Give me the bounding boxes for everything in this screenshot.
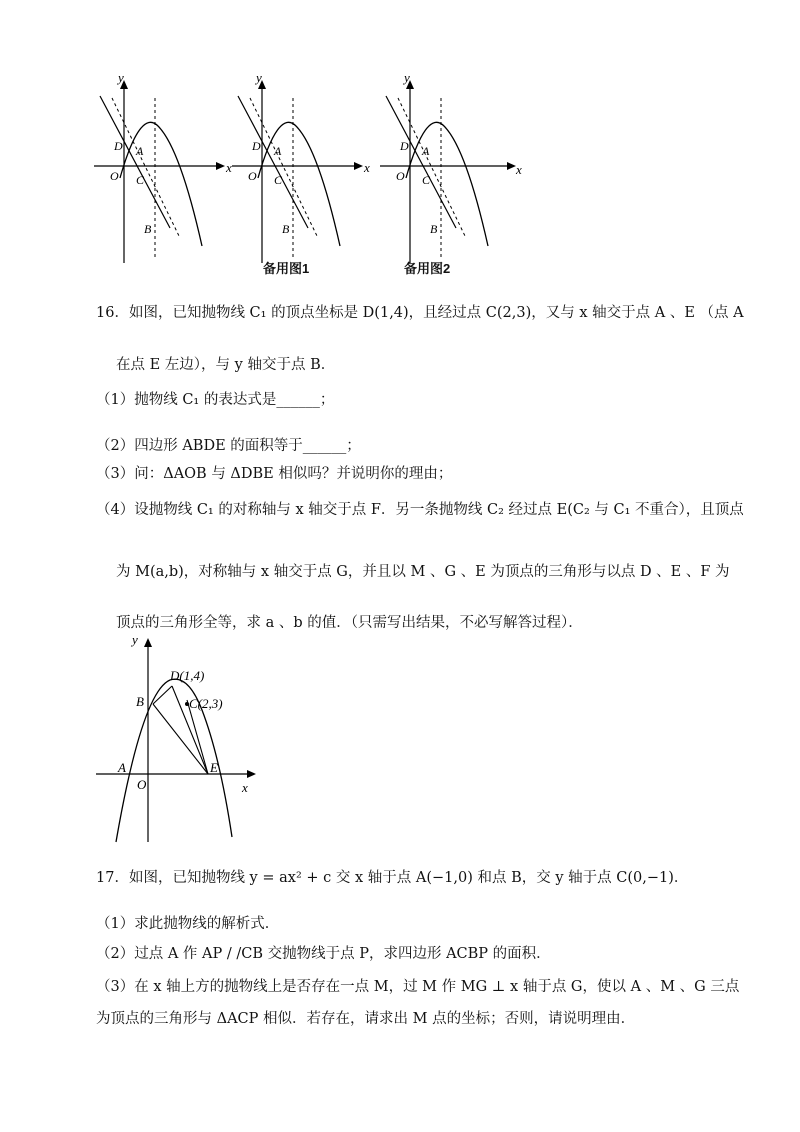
point-label-c: C — [274, 173, 283, 187]
q16-part4-line2: 为 M(a,b)，对称轴与 x 轴交于点 G，并且以 M 、G 、E 为顶点的三角形与以点 D 、E 、F 为 — [116, 564, 730, 580]
point-label-b: B — [282, 222, 290, 236]
point-label-d: D — [400, 139, 409, 153]
top-figure-2 — [230, 68, 370, 268]
q17-part3-line2: 为顶点的三角形与 ΔACP 相似．若存在，请求出 M 点的坐标；否则，请说明理由． — [96, 1011, 636, 1027]
q17-part3-line1: （3）在 x 轴上方的抛物线上是否存在一点 M，过 M 作 MG ⊥ x 轴于点 G，使以 A 、M 、G 三点 — [96, 979, 740, 995]
point-label-a: A — [136, 144, 144, 158]
point-label-e: E — [210, 760, 218, 775]
y-axis-label: y — [404, 70, 410, 85]
q16-line1: 16．如图，已知抛物线 C₁ 的顶点坐标是 D(1,4)，且经过点 C(2,3)，又与 x 轴交于点 A 、E （点 A — [96, 305, 744, 321]
q16-figure — [92, 632, 272, 847]
y-axis-label: y — [132, 632, 138, 647]
point-label-d: D — [252, 139, 261, 153]
q16-part4-line1: （4）设抛物线 C₁ 的对称轴与 x 轴交于点 F．另一条抛物线 C₂ 经过点 E(C₂ 与 C₁ 不重合），且顶点 — [96, 502, 744, 518]
q16-part4-line3: 顶点的三角形全等，求 a 、b 的值．（只需写出结果，不必写解答过程）． — [116, 615, 583, 631]
q16-part3: （3）问：ΔAOB 与 ΔDBE 相似吗？并说明你的理由； — [96, 466, 453, 482]
point-label-o: O — [137, 777, 147, 792]
q16-line2: 在点 E 左边），与 y 轴交于点 B． — [116, 357, 336, 373]
point-label-a: A — [274, 144, 282, 158]
q17-line1: 17．如图，已知抛物线 y = ax² + c 交 x 轴于点 A(−1,0) 和点 B，交 y 轴于点 C(0,−1)． — [96, 870, 689, 886]
point-label-b: B — [136, 694, 144, 709]
top-figure-3 — [378, 68, 528, 268]
q17-part1: （1）求此抛物线的解析式． — [96, 916, 280, 932]
x-axis-label: x — [242, 780, 248, 795]
x-axis-label: x — [226, 160, 232, 175]
point-label-d: D(1,4) — [170, 668, 205, 683]
q17-part2: （2）过点 A 作 AP / /CB 交抛物线于点 P，求四边形 ACBP 的面积． — [96, 946, 551, 962]
point-label-o: O — [248, 169, 257, 183]
x-axis-label: x — [516, 162, 522, 177]
q16-part1: （1）抛物线 C₁ 的表达式是______； — [96, 392, 335, 408]
y-axis-label: y — [118, 70, 124, 85]
point-label-c: C — [136, 173, 145, 187]
point-label-o: O — [110, 169, 119, 183]
point-label-d: D — [114, 139, 123, 153]
point-label-c: C — [422, 173, 431, 187]
y-axis-label: y — [256, 70, 262, 85]
point-label-a: A — [422, 144, 430, 158]
q16-part2: （2）四边形 ABDE 的面积等于______； — [96, 438, 361, 454]
point-label-b: B — [430, 222, 438, 236]
figure-caption-1: 备用图1 — [263, 261, 310, 276]
point-label-o: O — [396, 169, 405, 183]
point-label-c: C(2,3) — [189, 696, 223, 711]
point-label-a: A — [118, 760, 126, 775]
figure-caption-2: 备用图2 — [404, 261, 451, 276]
top-figure-1 — [92, 68, 232, 268]
point-label-b: B — [144, 222, 152, 236]
x-axis-label: x — [364, 160, 370, 175]
